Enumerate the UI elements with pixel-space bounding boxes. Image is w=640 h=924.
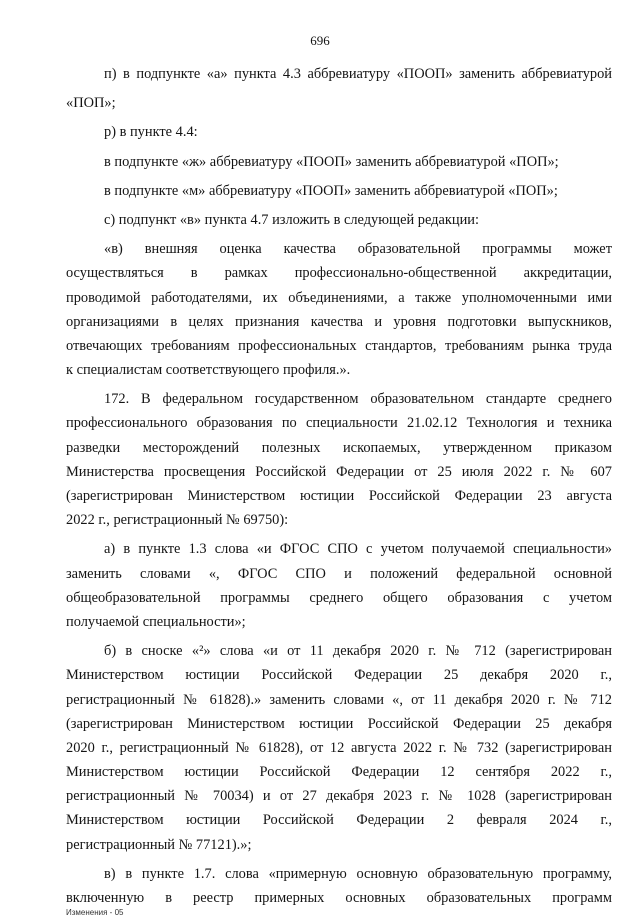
text-line: 172. В федеральном государственном образовательном стандарте среднего [104,391,612,408]
text-line: профессионального образования по специальности 21.02.12 Технология и техника [66,415,612,432]
text-line: организациями в целях признания качества и уровня подготовки выпускников, [66,313,612,330]
text-line: Министерством юстиции Российской Федерации 12 сентября 2022 г., [66,764,612,781]
text-line: разведки месторождений полезных ископаемых, утвержденном приказом [66,439,612,456]
text-line: регистрационный № 77121).»; [66,836,252,853]
text-line: б) в сноске «²» слова «и от 11 декабря 2020 г. № 712 (зарегистрирован [104,643,612,660]
text-line: получаемой специальности»; [66,613,246,630]
text-line: «в) внешняя оценка качества образовательной программы может [104,241,612,258]
text-line: регистрационный № 61828).» заменить словами «, от 11 декабря 2020 г. № 712 [66,691,612,708]
page-number: 696 [310,33,330,48]
text-line: Министерством юстиции Российской Федерации 25 декабря 2020 г., [66,667,612,684]
text-line: в подпункте «м» аббревиатуру «ПООП» заменить аббревиатурой «ПОП»; [104,182,558,199]
text-line: «ПОП»; [66,95,116,112]
text-line: проводимой работодателями, их объединениями, а также уполномоченными ими [66,289,612,306]
text-line: к специалистам соответствующего профиля.». [66,362,351,379]
text-line: Министерства просвещения Российской Федерации от 25 июля 2022 г. № 607 [66,463,612,480]
text-line: Министерством юстиции Российской Федерации 2 февраля 2024 г., [66,812,612,829]
document-body [66,62,612,910]
text-line: (зарегистрирован Министерством юстиции Российской Федерации 23 августа [66,488,612,504]
text-line: регистрационный № 70034) и от 27 декабря 2023 г. № 1028 (зарегистрирован [66,788,612,805]
text-line: с) подпункт «в» пункта 4.7 изложить в следующей редакции: [104,211,479,228]
text-line: 2022 г., регистрационный № 69750): [66,512,289,529]
text-line: заменить словами «, ФГОС СПО и положений федеральной основной [66,565,612,582]
text-line: в) в пункте 1.7. слова «примерную основную образовательную программу, [104,865,612,882]
text-line: в подпункте «ж» аббревиатуру «ПООП» заменить аббревиатурой «ПОП»; [104,153,559,170]
text-line: включенную в реестр примерных основных образовательных программ [66,890,612,906]
text-line: р) в пункте 4.4: [104,124,198,141]
text-line: осуществляться в рамках профессионально-общественной аккредитации, [66,265,612,282]
text-line: 2020 г., регистрационный № 61828), от 12 августа 2022 г. № 732 (зарегистрирован [66,739,612,756]
text-line: п) в подпункте «а» пункта 4.3 аббревиатуру «ПООП» заменить аббревиатурой [104,66,612,82]
text-line: а) в пункте 1.3 слова «и ФГОС СПО с учетом получаемой специальности» [104,541,612,558]
footer-note: Изменения - 05 [66,908,124,917]
text-line: отвечающих требованиям профессиональных стандартов, требованиям рынка труда [66,337,612,354]
text-line: (зарегистрирован Министерством юстиции Российской Федерации 25 декабря [66,715,612,732]
text-line: общеобразовательной программы среднего общего образования с учетом [66,589,612,606]
